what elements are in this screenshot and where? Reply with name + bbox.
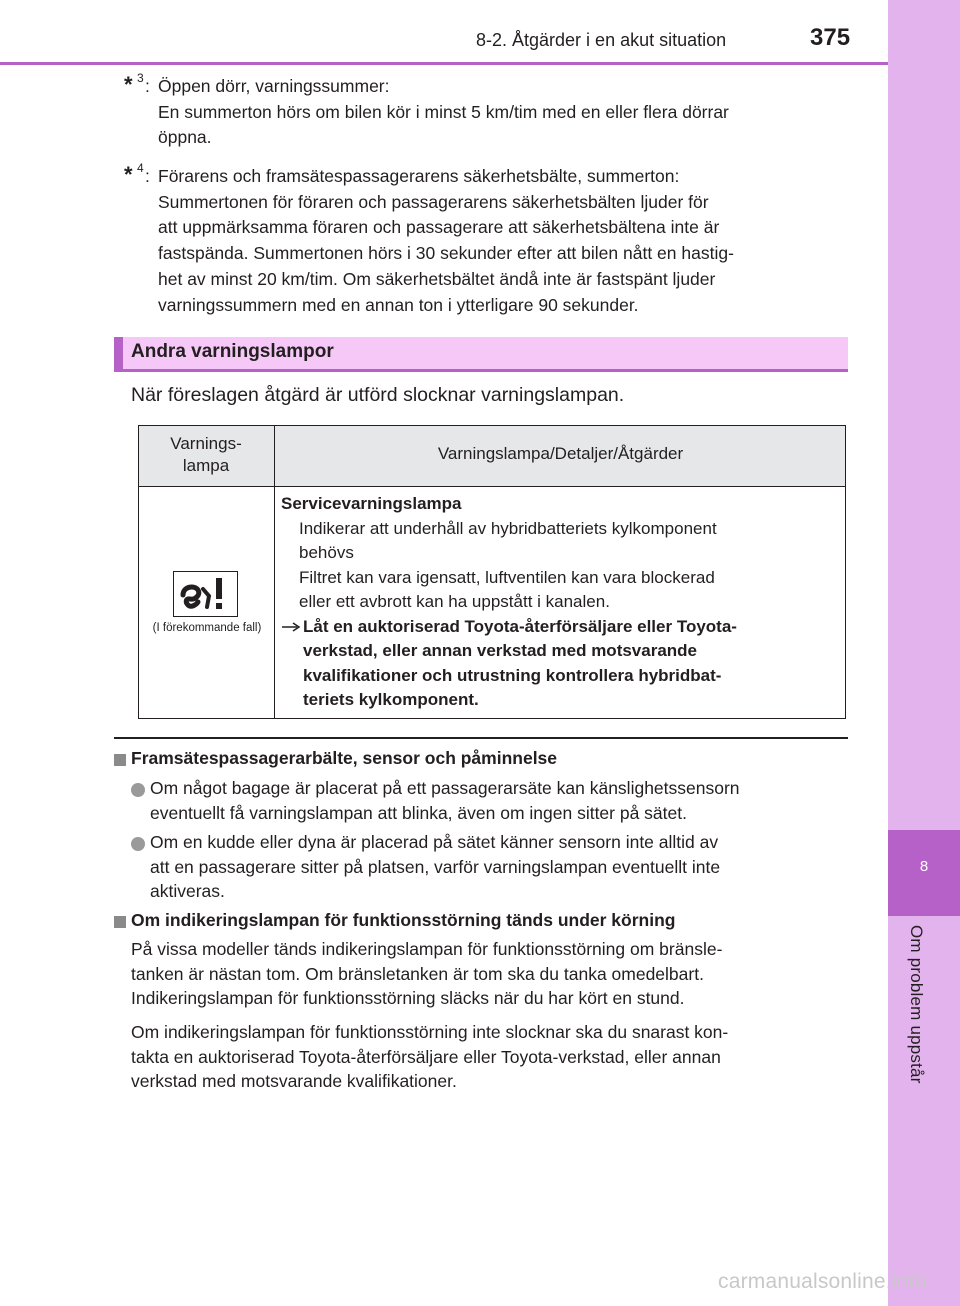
header-line: Varnings- bbox=[170, 434, 242, 453]
page-number: 375 bbox=[810, 24, 851, 51]
section-heading-accent bbox=[114, 337, 123, 371]
chapter-number: 8 bbox=[919, 858, 929, 875]
lamp-action bbox=[281, 615, 833, 713]
paragraph bbox=[131, 937, 846, 1011]
bullet-paragraph bbox=[150, 830, 846, 904]
text-line: eller ett avbrott kan ha uppstått i kanalen. bbox=[299, 592, 610, 611]
footnote-colon: : bbox=[145, 76, 150, 96]
text-line: Om något bagage är placerat på ett passagerarsäte kan känslighetssensorn bbox=[150, 778, 740, 798]
square-bullet-icon bbox=[114, 916, 126, 928]
text-line: varningssummern med en annan ton i ytterligare 90 sekunder. bbox=[158, 294, 639, 315]
text-line: fastspända. Summertonen hörs i 30 sekunder efter att bilen nått en hastig- bbox=[158, 243, 734, 264]
service-warning-lamp-icon bbox=[173, 571, 238, 617]
battery-cooling-warning-icon bbox=[174, 572, 236, 615]
text-line: att en passagerare sitter på platsen, varför varningslampan eventuellt inte bbox=[150, 856, 721, 877]
section-intro: När föreslagen åtgärd är utförd slocknar varningslampan. bbox=[131, 384, 625, 406]
text-line: verkstad med motsvarande kvalifikationer. bbox=[131, 1071, 457, 1091]
text-line: kvalifikationer och utrustning kontrollera hybridbat- bbox=[303, 665, 722, 685]
table-header-details: Varningslampa/Detaljer/Åtgärder bbox=[437, 444, 684, 463]
text-line: Om indikeringslampan för funktionsstörning inte slocknar ska du snarast kon- bbox=[131, 1022, 729, 1042]
text-line: teriets kylkomponent. bbox=[303, 690, 479, 709]
text-line: Om en kudde eller dyna är placerad på sätet känner sensorn inte alltid av bbox=[150, 832, 719, 852]
header-line: lampa bbox=[182, 456, 230, 475]
paragraph bbox=[131, 1020, 846, 1094]
footnote-title: Öppen dörr, varningssummer: bbox=[158, 76, 390, 96]
footnote-title: Förarens och framsätespassagerarens säkerhetsbälte, summerton: bbox=[158, 166, 680, 186]
lamp-description bbox=[281, 517, 833, 615]
arrow-right-icon bbox=[281, 622, 301, 632]
chapter-label: Om problem uppstår bbox=[907, 925, 926, 1084]
text-line: Indikerar att underhåll av hybridbatteriets kylkomponent bbox=[299, 518, 717, 538]
icon-caption: (I förekommande fall) bbox=[152, 622, 262, 634]
square-bullet-icon bbox=[114, 754, 126, 766]
text-line: Indikeringslampan för funktionsstörning släcks när du har kört en stund. bbox=[131, 988, 685, 1008]
table-row-divider bbox=[138, 486, 846, 487]
text-line: eventuellt få varningslampan att blinka, även om ingen sitter på sätet. bbox=[150, 802, 687, 823]
text-line: takta en auktoriserad Toyota-återförsäljare eller Toyota-verkstad, eller annan bbox=[131, 1046, 721, 1067]
round-bullet-icon bbox=[131, 783, 145, 797]
text-line: Filtret kan vara igensatt, luftventilen kan vara blockerad bbox=[299, 567, 715, 587]
text-line: En summerton hörs om bilen kör i minst 5 km/tim med en eller flera dörrar bbox=[158, 101, 729, 122]
footnote-number: 4 bbox=[137, 161, 144, 175]
watermark: carmanualsonline.info bbox=[718, 1270, 927, 1293]
topic-heading: Framsätespassagerarbälte, sensor och påminnelse bbox=[131, 748, 558, 768]
bullet-paragraph bbox=[150, 776, 846, 825]
footnote-marker: * bbox=[124, 162, 133, 187]
section-heading-rule bbox=[114, 369, 848, 372]
text-line: tanken är nästan tom. Om bränsletanken är tom ska du tanka omedelbart. bbox=[131, 963, 704, 984]
text-line: verkstad, eller annan verkstad med motsvarande bbox=[303, 641, 698, 660]
footnote-4 bbox=[158, 164, 840, 318]
text-line: Summertonen för föraren och passagerarens säkerhetsbälten ljuder för bbox=[158, 191, 709, 212]
topic-heading: Om indikeringslampan för funktionsstörning tänds under körning bbox=[131, 910, 676, 930]
section-end-rule bbox=[114, 737, 848, 739]
header-rule bbox=[0, 62, 888, 65]
text-line: att uppmärksamma föraren och passagerare att säkerhetsbältena inte är bbox=[158, 217, 720, 238]
table-column-divider bbox=[274, 425, 275, 719]
text-line: öppna. bbox=[158, 127, 212, 148]
footnote-marker: * bbox=[124, 72, 133, 97]
table-row-details bbox=[281, 492, 833, 713]
text-line: Låt en auktoriserad Toyota-återförsäljare eller Toyota- bbox=[303, 616, 737, 636]
footnote-3 bbox=[158, 74, 840, 151]
round-bullet-icon bbox=[131, 837, 145, 851]
text-line: behövs bbox=[299, 543, 354, 562]
header-section-title: 8-2. Åtgärder i en akut situation bbox=[476, 30, 727, 50]
lamp-title: Servicevarningslampa bbox=[281, 494, 462, 513]
text-line: aktiveras. bbox=[150, 881, 225, 901]
section-heading: Andra varningslampor bbox=[131, 341, 334, 362]
footnote-number: 3 bbox=[137, 71, 144, 85]
text-line: het av minst 20 km/tim. Om säkerhetsbältet ändå inte är fastspänt ljuder bbox=[158, 268, 716, 289]
footnote-colon: : bbox=[145, 166, 150, 186]
text-line: På vissa modeller tänds indikeringslampan för funktionsstörning om bränsle- bbox=[131, 939, 723, 959]
table-header-lamp bbox=[138, 433, 274, 477]
